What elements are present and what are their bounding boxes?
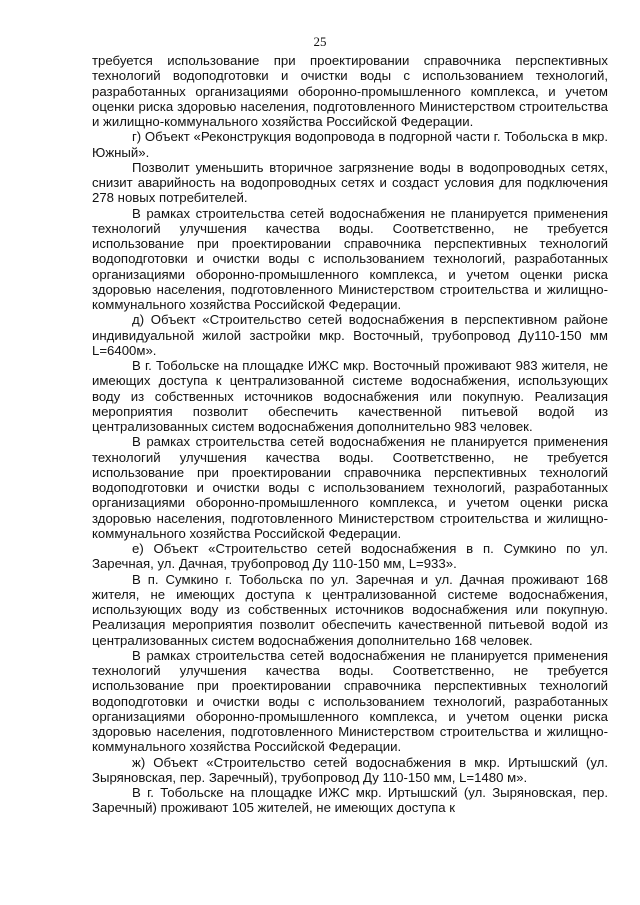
paragraph-continuation: требуется использование при проектировании справочника перспективных технологий водоподготовки и очистки воды с использованием технологий, разработанных организациями оборонно-промышленного комплекса, и учетом оценки риска здоровью населения, подготовленного Министерством строительства и жилищно-коммунального хозяйства Российской Федерации. bbox=[92, 53, 608, 129]
paragraph: В рамках строительства сетей водоснабжения не планируется применения технологий улучшения качества воды. Соответственно, не требуется использование при проектировании справочника перспективных технологий водоподготовки и очистки воды с использованием технологий, разработанных организациями оборонно-промышленного комплекса, и учетом оценки риска здоровью населения, подготовленного Министерством строительства и жилищно-коммунального хозяйства Российской Федерации. bbox=[92, 434, 608, 541]
paragraph: В г. Тобольске на площадке ИЖС мкр. Восточный проживают 983 жителя, не имеющих доступа к централизованной системе водоснабжения, использующих воду из собственных источников водоснабжения или покупную. Реализация мероприятия позволит обеспечить качественной питьевой водой из централизованных систем водоснабжения дополнительно 983 человек. bbox=[92, 358, 608, 434]
paragraph: Позволит уменьшить вторичное загрязнение воды в водопроводных сетях, снизит аварийность на водопроводных сетях и создаст условия для подключения 278 новых потребителей. bbox=[92, 159, 608, 206]
document-body bbox=[92, 53, 608, 816]
paragraph: В рамках строительства сетей водоснабжения не планируется применения технологий улучшения качества воды. Соответственно, не требуется использование при проектировании справочника перспективных технологий водоподготовки и очистки воды с использованием технологий, разработанных организациями оборонно-промышленного комплекса, и учетом оценки риска здоровью населения, подготовленного Министерством строительства и жилищно-коммунального хозяйства Российской Федерации. bbox=[92, 205, 608, 312]
page-number: 25 bbox=[313, 34, 327, 49]
paragraph-object-g: г) Объект «Реконструкция водопровода в подгорной части г. Тобольска в мкр. Южный». bbox=[92, 129, 608, 160]
paragraph-object-e: е) Объект «Строительство сетей водоснабжения в п. Сумкино по ул. Заречная, ул. Дачная, трубопровод Ду 110-150 мм, L=933». bbox=[92, 541, 608, 572]
paragraph-last: В г. Тобольске на площадке ИЖС мкр. Иртышский (ул. Зыряновская, пер. Заречный) проживают 105 жителей, не имеющих доступа к bbox=[92, 785, 608, 816]
paragraph-object-d: д) Объект «Строительство сетей водоснабжения в перспективном районе индивидуальной жилой застройки мкр. Восточный, трубопровод Ду110-150 мм L=6400м». bbox=[92, 312, 608, 358]
paragraph: В п. Сумкино г. Тобольска по ул. Заречная и ул. Дачная проживают 168 жителя, не имеющих доступа к централизованной системе водоснабжения, использующих воду из собственных источников водоснабжения или покупную. Реализация мероприятия позволит обеспечить качественной питьевой водой из централизованных систем водоснабжения дополнительно 168 человек. bbox=[92, 571, 608, 648]
paragraph: В рамках строительства сетей водоснабжения не планируется применения технологий улучшения качества воды. Соответственно, не требуется использование при проектировании справочника перспективных технологий водоподготовки и очистки воды с использованием технологий, разработанных организациями оборонно-промышленного комплекса, и учетом оценки риска здоровью населения, подготовленного Министерством строительства и жилищно-коммунального хозяйства Российской Федерации. bbox=[92, 647, 608, 755]
paragraph-object-zh: ж) Объект «Строительство сетей водоснабжения в мкр. Иртышский (ул. Зыряновская, пер. Заречный), трубопровод Ду 110-150 мм, L=1480 м». bbox=[92, 754, 608, 785]
